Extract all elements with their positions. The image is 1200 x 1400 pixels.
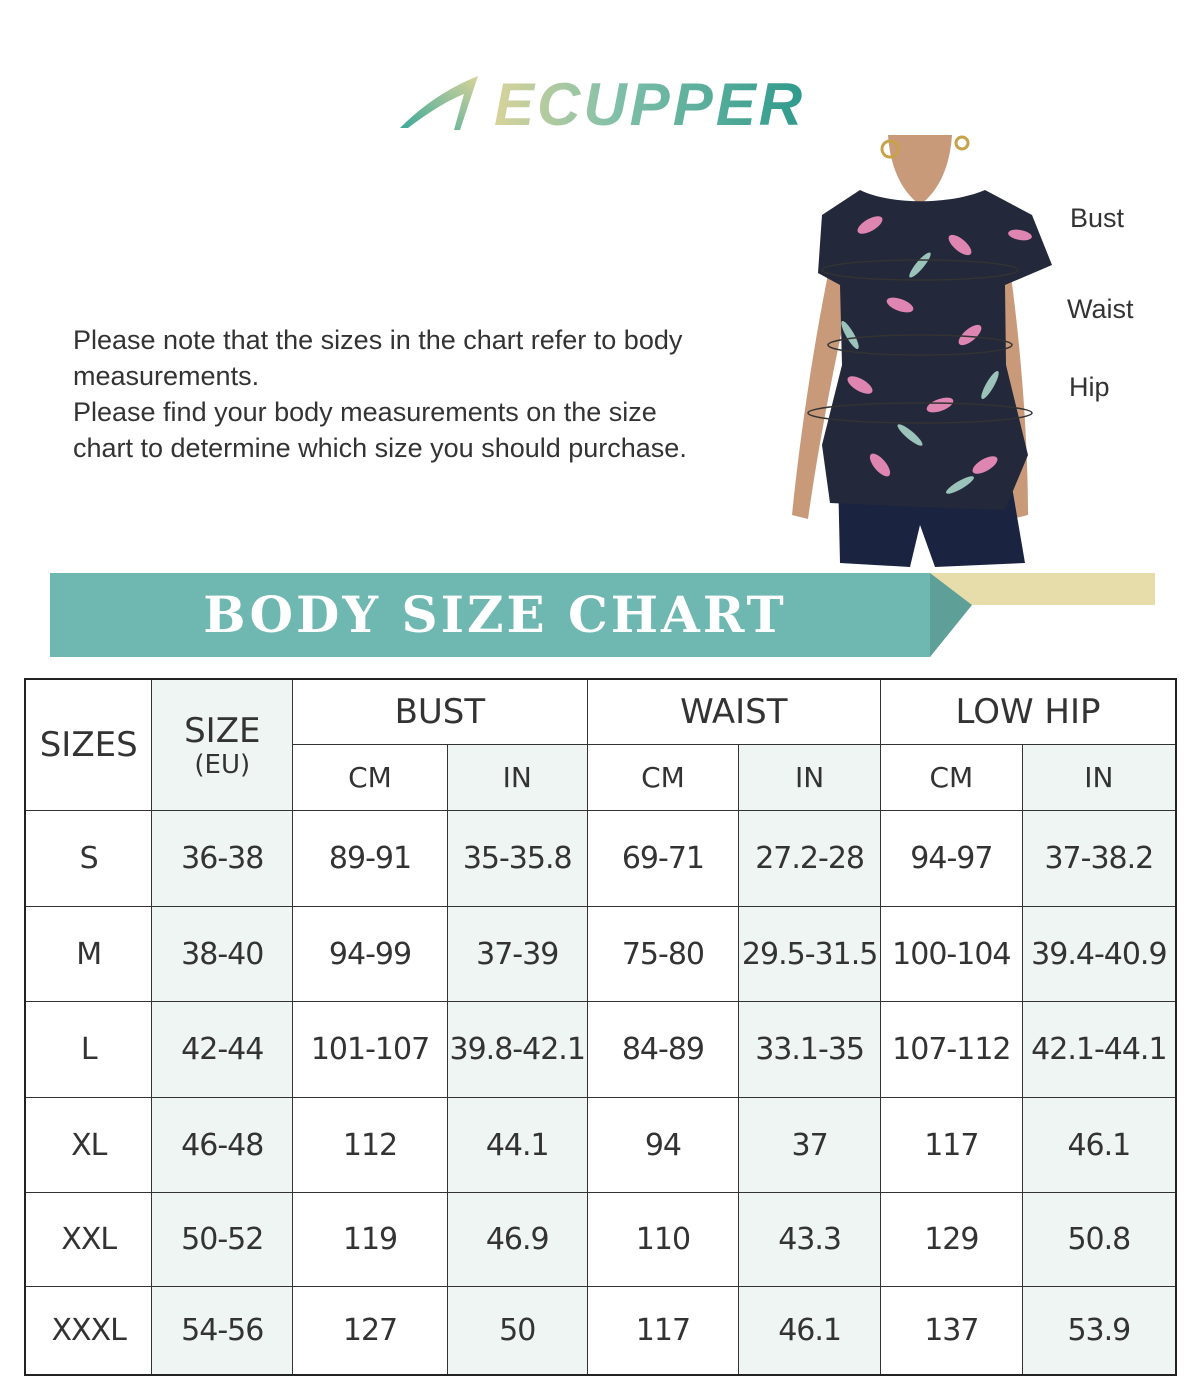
unit-waist-in: IN (739, 745, 881, 811)
hip-in-cell: 42.1-44.1 (1022, 1002, 1176, 1098)
model-illustration (770, 135, 1070, 575)
hip-cm-cell: 107-112 (881, 1002, 1023, 1098)
hip-in-cell: 39.4-40.9 (1022, 907, 1176, 1002)
header-size-eu (152, 679, 293, 811)
hip-cm-cell: 137 (881, 1287, 1023, 1375)
size-cell: XXXL (25, 1287, 152, 1375)
waist-cm-cell: 75-80 (587, 907, 739, 1002)
unit-bust-in: IN (447, 745, 587, 811)
header-bust: BUST (293, 679, 587, 745)
bust-cm-cell: 112 (293, 1098, 448, 1193)
note-line-2: Please find your body measurements on the size chart to determine which size you should purchase. (73, 397, 687, 463)
header-sizes: SIZES (25, 679, 152, 811)
bust-in-cell: 35-35.8 (447, 811, 587, 907)
bust-in-cell: 44.1 (447, 1098, 587, 1193)
header-waist: WAIST (587, 679, 880, 745)
header-low-hip: LOW HIP (881, 679, 1177, 745)
hip-cm-cell: 117 (881, 1098, 1023, 1193)
unit-bust-cm: CM (293, 745, 448, 811)
size-eu-cell: 54-56 (152, 1287, 293, 1375)
bust-in-cell: 50 (447, 1287, 587, 1375)
waist-cm-cell: 94 (587, 1098, 739, 1193)
size-cell: M (25, 907, 152, 1002)
table-row (25, 1098, 1176, 1193)
waist-cm-cell: 69-71 (587, 811, 739, 907)
table-row (25, 907, 1176, 1002)
header-size: SIZE (184, 711, 261, 751)
waist-cm-cell: 110 (587, 1193, 739, 1287)
size-eu-cell: 42-44 (152, 1002, 293, 1098)
header-size-unit: (EU) (194, 750, 251, 780)
table-row (25, 1287, 1176, 1375)
size-eu-cell: 50-52 (152, 1193, 293, 1287)
hip-in-cell: 53.9 (1022, 1287, 1176, 1375)
bust-label: Bust (1070, 203, 1125, 233)
size-cell: S (25, 811, 152, 907)
banner-title: BODY SIZE CHART (203, 585, 787, 644)
size-cell: XL (25, 1098, 152, 1193)
brand-name: ECUPPER (494, 71, 806, 138)
unit-hip-in: IN (1022, 745, 1176, 811)
size-chart-banner (50, 573, 1160, 659)
bust-cm-cell: 119 (293, 1193, 448, 1287)
table-row (25, 1193, 1176, 1287)
bust-cm-cell: 94-99 (293, 907, 448, 1002)
size-cell: XXL (25, 1193, 152, 1287)
waist-label: Waist (1067, 294, 1134, 324)
hip-in-cell: 50.8 (1022, 1193, 1176, 1287)
table-row (25, 1002, 1176, 1098)
waist-in-cell: 29.5-31.5 (739, 907, 881, 1002)
brand-logo (398, 71, 806, 138)
unit-hip-cm: CM (881, 745, 1023, 811)
waist-in-cell: 37 (739, 1098, 881, 1193)
hip-cm-cell: 129 (881, 1193, 1023, 1287)
waist-cm-cell: 84-89 (587, 1002, 739, 1098)
size-eu-cell: 46-48 (152, 1098, 293, 1193)
bust-cm-cell: 101-107 (293, 1002, 448, 1098)
waist-in-cell: 46.1 (739, 1287, 881, 1375)
waist-cm-cell: 117 (587, 1287, 739, 1375)
size-cell: L (25, 1002, 152, 1098)
bust-cm-cell: 127 (293, 1287, 448, 1375)
size-chart-table (24, 678, 1177, 1376)
hip-in-cell: 46.1 (1022, 1098, 1176, 1193)
waist-in-cell: 33.1-35 (739, 1002, 881, 1098)
size-note (73, 322, 713, 466)
hip-label: Hip (1069, 372, 1110, 402)
waist-in-cell: 27.2-28 (739, 811, 881, 907)
waist-in-cell: 43.3 (739, 1193, 881, 1287)
model-figure (770, 135, 1070, 575)
hip-in-cell: 37-38.2 (1022, 811, 1176, 907)
hip-cm-cell: 100-104 (881, 907, 1023, 1002)
bust-in-cell: 37-39 (447, 907, 587, 1002)
bust-cm-cell: 89-91 (293, 811, 448, 907)
table-row (25, 811, 1176, 907)
size-eu-cell: 38-40 (152, 907, 293, 1002)
hip-cm-cell: 94-97 (881, 811, 1023, 907)
note-line-1: Please note that the sizes in the chart refer to body measurements. (73, 325, 683, 391)
bust-in-cell: 39.8-42.1 (447, 1002, 587, 1098)
swoosh-logo-icon (398, 72, 488, 134)
bust-in-cell: 46.9 (447, 1193, 587, 1287)
size-eu-cell: 36-38 (152, 811, 293, 907)
unit-waist-cm: CM (587, 745, 739, 811)
